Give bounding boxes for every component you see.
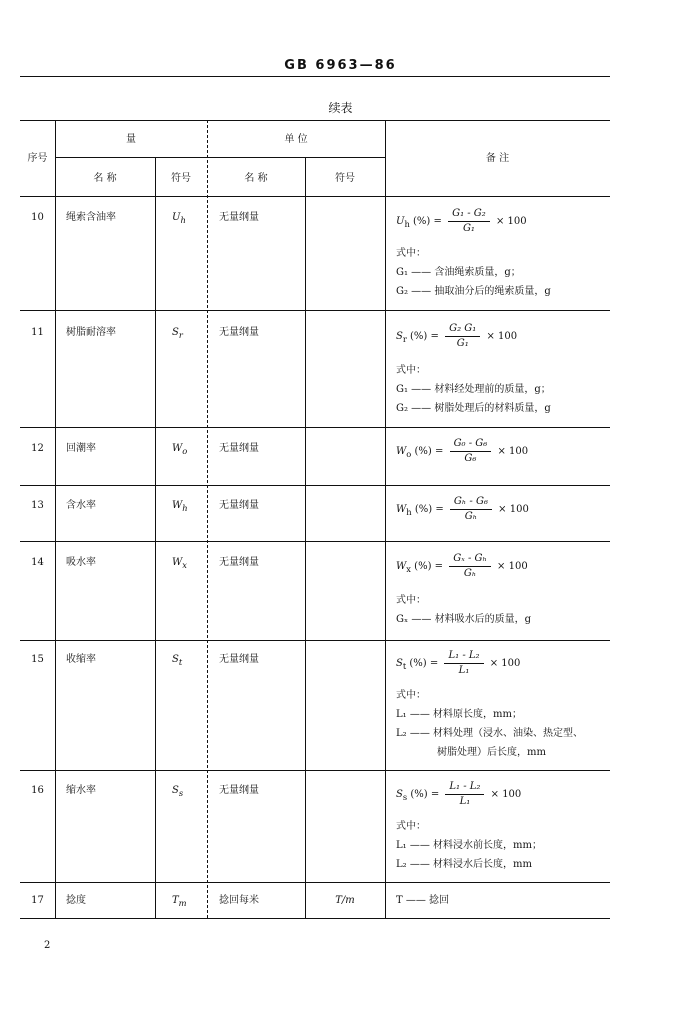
formula-note: 树脂处理）后长度，mm <box>437 747 546 758</box>
formula-note: Gₓ —— 材料吸水后的质量，g <box>396 614 531 625</box>
formula: $S_t$ (%) = $\frac{\text{L₁ - L₂}}{\text{L₁}}$ × 100 <box>396 650 521 676</box>
row-symbol: $W_h$ <box>172 500 188 513</box>
row-symbol: $S_s$ <box>172 785 184 798</box>
head-mid-rule <box>55 157 385 158</box>
row-symbol: $S_t$ <box>172 654 183 667</box>
formula-note: G₁ —— 材料经处理前的质量，g； <box>396 384 551 395</box>
col-divider <box>305 157 306 918</box>
row-rule <box>20 541 610 542</box>
row-unit: 无量纲量 <box>219 327 259 338</box>
formula-note: L₂ —— 材料浸水后长度，mm <box>396 859 532 870</box>
formula-note: 式中： <box>396 365 426 376</box>
col-divider <box>385 120 386 918</box>
row-unit: 无量纲量 <box>219 500 259 511</box>
row-number: 11 <box>31 327 44 338</box>
col-divider <box>155 157 156 918</box>
header-quantity: 量 <box>126 134 136 145</box>
standard-number: GB 6963—86 <box>284 58 397 73</box>
formula-note: G₁ —— 含油绳索质量，g； <box>396 267 521 278</box>
row-rule <box>20 640 610 641</box>
col-divider <box>55 120 56 918</box>
header-rule <box>20 76 610 77</box>
header-unit: 单 位 <box>284 134 308 145</box>
row-name: 吸水率 <box>66 557 96 568</box>
formula-note: 式中： <box>396 821 426 832</box>
formula: $W_x$ (%) = $\frac{\text{Gₓ - Gₕ}}{\text{Gₕ}}$ × 100 <box>396 553 528 579</box>
row-unit-symbol: T/m <box>335 895 355 906</box>
formula-note: L₂ —— 材料处理（浸水、油染、热定型、 <box>396 728 584 739</box>
row-symbol: $W_x$ <box>172 557 187 570</box>
formula-note: G₂ —— 树脂处理后的材料质量，g <box>396 403 551 414</box>
row-number: 10 <box>31 212 44 223</box>
formula: $W_o$ (%) = $\frac{\text{G₀ - G₆}}{\text{G₆}}$ × 100 <box>396 438 529 464</box>
row-rule <box>20 882 610 883</box>
row-symbol: $S_r$ <box>172 327 183 340</box>
row-number: 13 <box>31 500 44 511</box>
row-name: 绳索含油率 <box>66 212 116 223</box>
row-number: 17 <box>31 895 44 906</box>
row-name: 收缩率 <box>66 654 96 665</box>
row-rule <box>20 310 610 311</box>
row-name: 捻度 <box>66 895 86 906</box>
formula-note: L₁ —— 材料原长度，mm； <box>396 709 522 720</box>
row-unit: 无量纲量 <box>219 785 259 796</box>
row-name: 回潮率 <box>66 443 96 454</box>
formula: $S_s$ (%) = $\frac{\text{L₁ - L₂}}{\text{L₁}}$ × 100 <box>396 781 522 807</box>
continuation-label: 续表 <box>328 101 353 115</box>
row-rule <box>20 427 610 428</box>
row-rule <box>20 770 610 771</box>
row-unit: 无量纲量 <box>219 443 259 454</box>
table-bottom-rule <box>20 918 610 919</box>
formula-note: L₁ —— 材料浸水前长度，mm； <box>396 840 542 851</box>
header-unit-symbol: 符号 <box>335 173 355 184</box>
row-number: 14 <box>31 557 44 568</box>
header-symbol: 符号 <box>171 173 191 184</box>
formula-note: G₂ —— 抽取油分后的绳索质量，g <box>396 286 551 297</box>
head-bottom-rule <box>20 196 610 197</box>
row-rule <box>20 485 610 486</box>
row-symbol: $U_h$ <box>172 212 186 225</box>
formula-note: T —— 捻回 <box>396 895 450 906</box>
row-number: 16 <box>31 785 44 796</box>
row-symbol: $T_m$ <box>172 895 187 908</box>
row-unit: 无量纲量 <box>219 557 259 568</box>
header-remarks: 备 注 <box>485 153 510 164</box>
formula: $U_h$ (%) = $\frac{\text{G₁ - G₂}}{\text{G₁}}$ × 100 <box>396 208 527 234</box>
page-number: 2 <box>44 940 51 951</box>
row-name: 缩水率 <box>66 785 96 796</box>
header-name: 名 称 <box>93 173 117 184</box>
row-unit: 捻回每米 <box>219 895 259 906</box>
col-divider <box>207 120 208 918</box>
row-name: 含水率 <box>66 500 96 511</box>
row-name: 树脂耐溶率 <box>66 327 116 338</box>
formula-note: 式中： <box>396 690 426 701</box>
row-number: 12 <box>31 443 44 454</box>
row-number: 15 <box>31 654 44 665</box>
table-top-rule <box>20 120 610 121</box>
header-unit-name: 名 称 <box>244 173 268 184</box>
row-unit: 无量纲量 <box>219 212 259 223</box>
formula: $S_r$ (%) = $\frac{\text{G₂ G₁}}{\text{G₁}}$ × 100 <box>396 323 518 349</box>
header-seq: 序号 <box>27 153 48 164</box>
row-unit: 无量纲量 <box>219 654 259 665</box>
formula-note: 式中： <box>396 595 426 606</box>
row-symbol: $W_o$ <box>172 443 188 456</box>
formula: $W_h$ (%) = $\frac{\text{Gₕ - G₆}}{\text{Gₕ}}$ × 100 <box>396 496 529 522</box>
formula-note: 式中： <box>396 248 426 259</box>
